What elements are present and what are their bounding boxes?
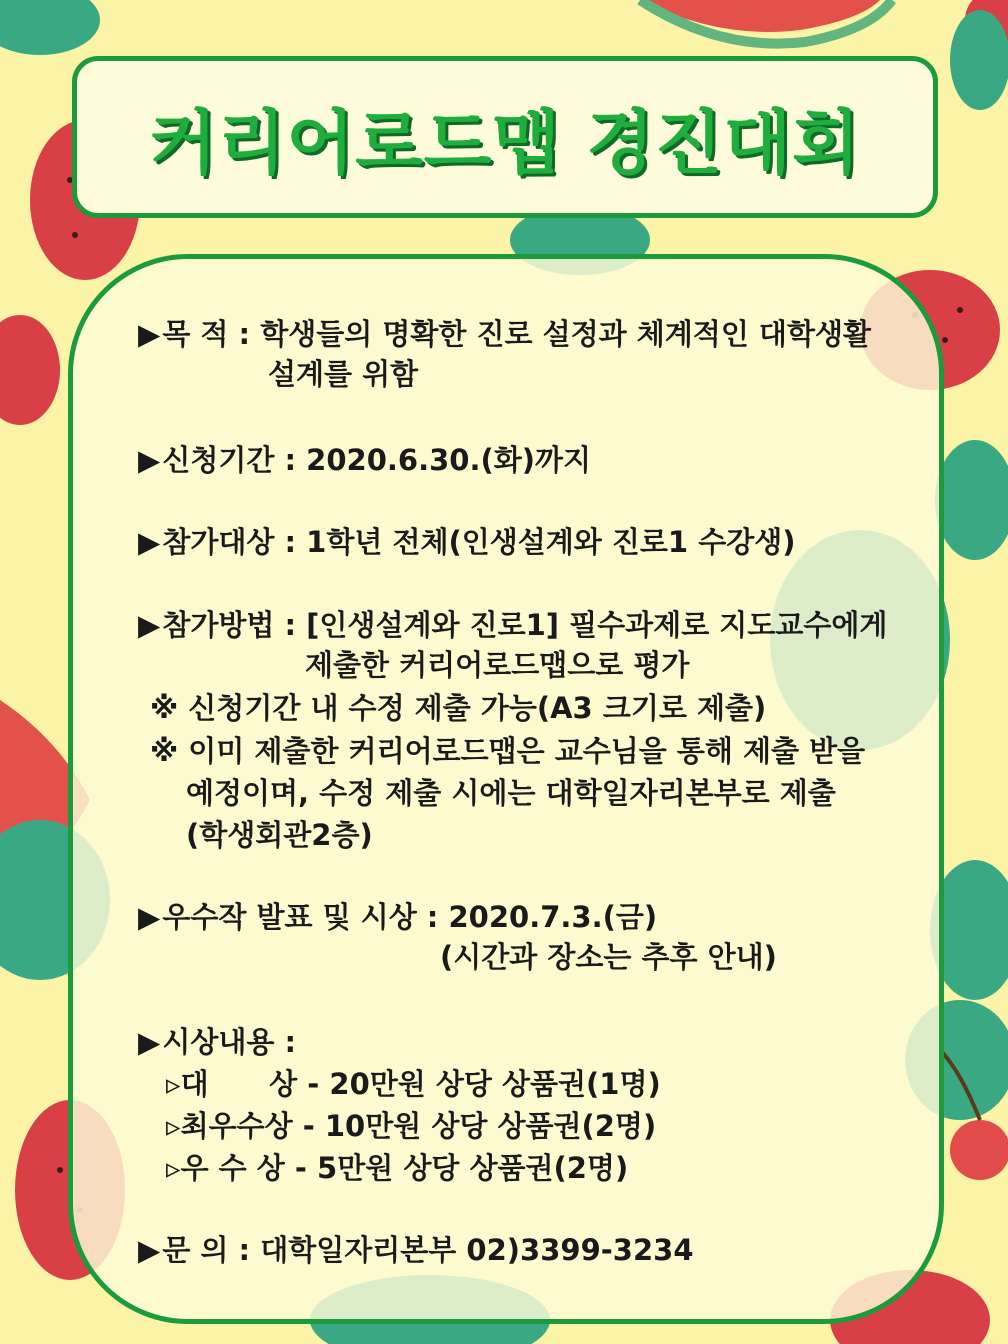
triangle-right-icon: ▶	[138, 900, 161, 934]
awards-heading: ▶시상내용 :	[138, 1025, 297, 1059]
award-item: ▹대 상 - 20만원 상당 상품권(1명)	[166, 1067, 661, 1101]
contact-line: ▶문 의 : 대학일자리본부 02)3399-3234	[138, 1233, 694, 1267]
triangle-right-icon: ▶	[138, 443, 161, 477]
page-title: 커리어로드맵 경진대회	[149, 101, 861, 184]
announce-line-1: ▶우수작 발표 및 시상 : 2020.7.3.(금)	[138, 900, 658, 934]
award-item: ▹최우수상 - 10만원 상당 상품권(2명)	[166, 1109, 657, 1143]
triangle-right-icon: ▶	[138, 317, 161, 351]
method-note-2-cont: 예정이며, 수정 제출 시에는 대학일자리본부로 제출	[186, 776, 836, 810]
purpose-line-2: 설계를 위함	[268, 357, 419, 391]
watermelon-icon	[640, 0, 892, 44]
method-note-1: ※ 신청기간 내 수정 제출 가능(A3 크기로 제출)	[150, 691, 767, 725]
method-note-2: ※ 이미 제출한 커리어로드맵은 교수님을 통해 제출 받을	[150, 734, 866, 768]
triangle-right-icon: ▶	[138, 1025, 161, 1059]
method-note-2-location: (학생회관2층)	[186, 818, 373, 852]
small-triangle-right-icon: ▹	[166, 1151, 181, 1185]
small-triangle-right-icon: ▹	[166, 1109, 181, 1143]
triangle-right-icon: ▶	[138, 1233, 161, 1267]
triangle-right-icon: ▶	[138, 525, 161, 559]
announce-line-2: (시간과 장소는 추후 안내)	[440, 940, 777, 974]
method-line-2: 제출한 커리어로드맵으로 평가	[305, 648, 690, 682]
award-item: ▹우 수 상 - 5만원 상당 상품권(2명)	[166, 1151, 629, 1185]
purpose-line-1: ▶목 적 : 학생들의 명확한 진로 설정과 체계적인 대학생활	[138, 317, 871, 351]
target-line: ▶참가대상 : 1학년 전체(인생설계와 진로1 수강생)	[138, 525, 796, 559]
triangle-right-icon: ▶	[138, 608, 161, 642]
period-line: ▶신청기간 : 2020.6.30.(화)까지	[138, 443, 592, 477]
small-triangle-right-icon: ▹	[166, 1067, 181, 1101]
method-line-1: ▶참가방법 : [인생설계와 진로1] 필수과제로 지도교수에게	[138, 608, 888, 642]
title-banner	[72, 56, 938, 218]
strawberry-icon	[0, 315, 60, 425]
